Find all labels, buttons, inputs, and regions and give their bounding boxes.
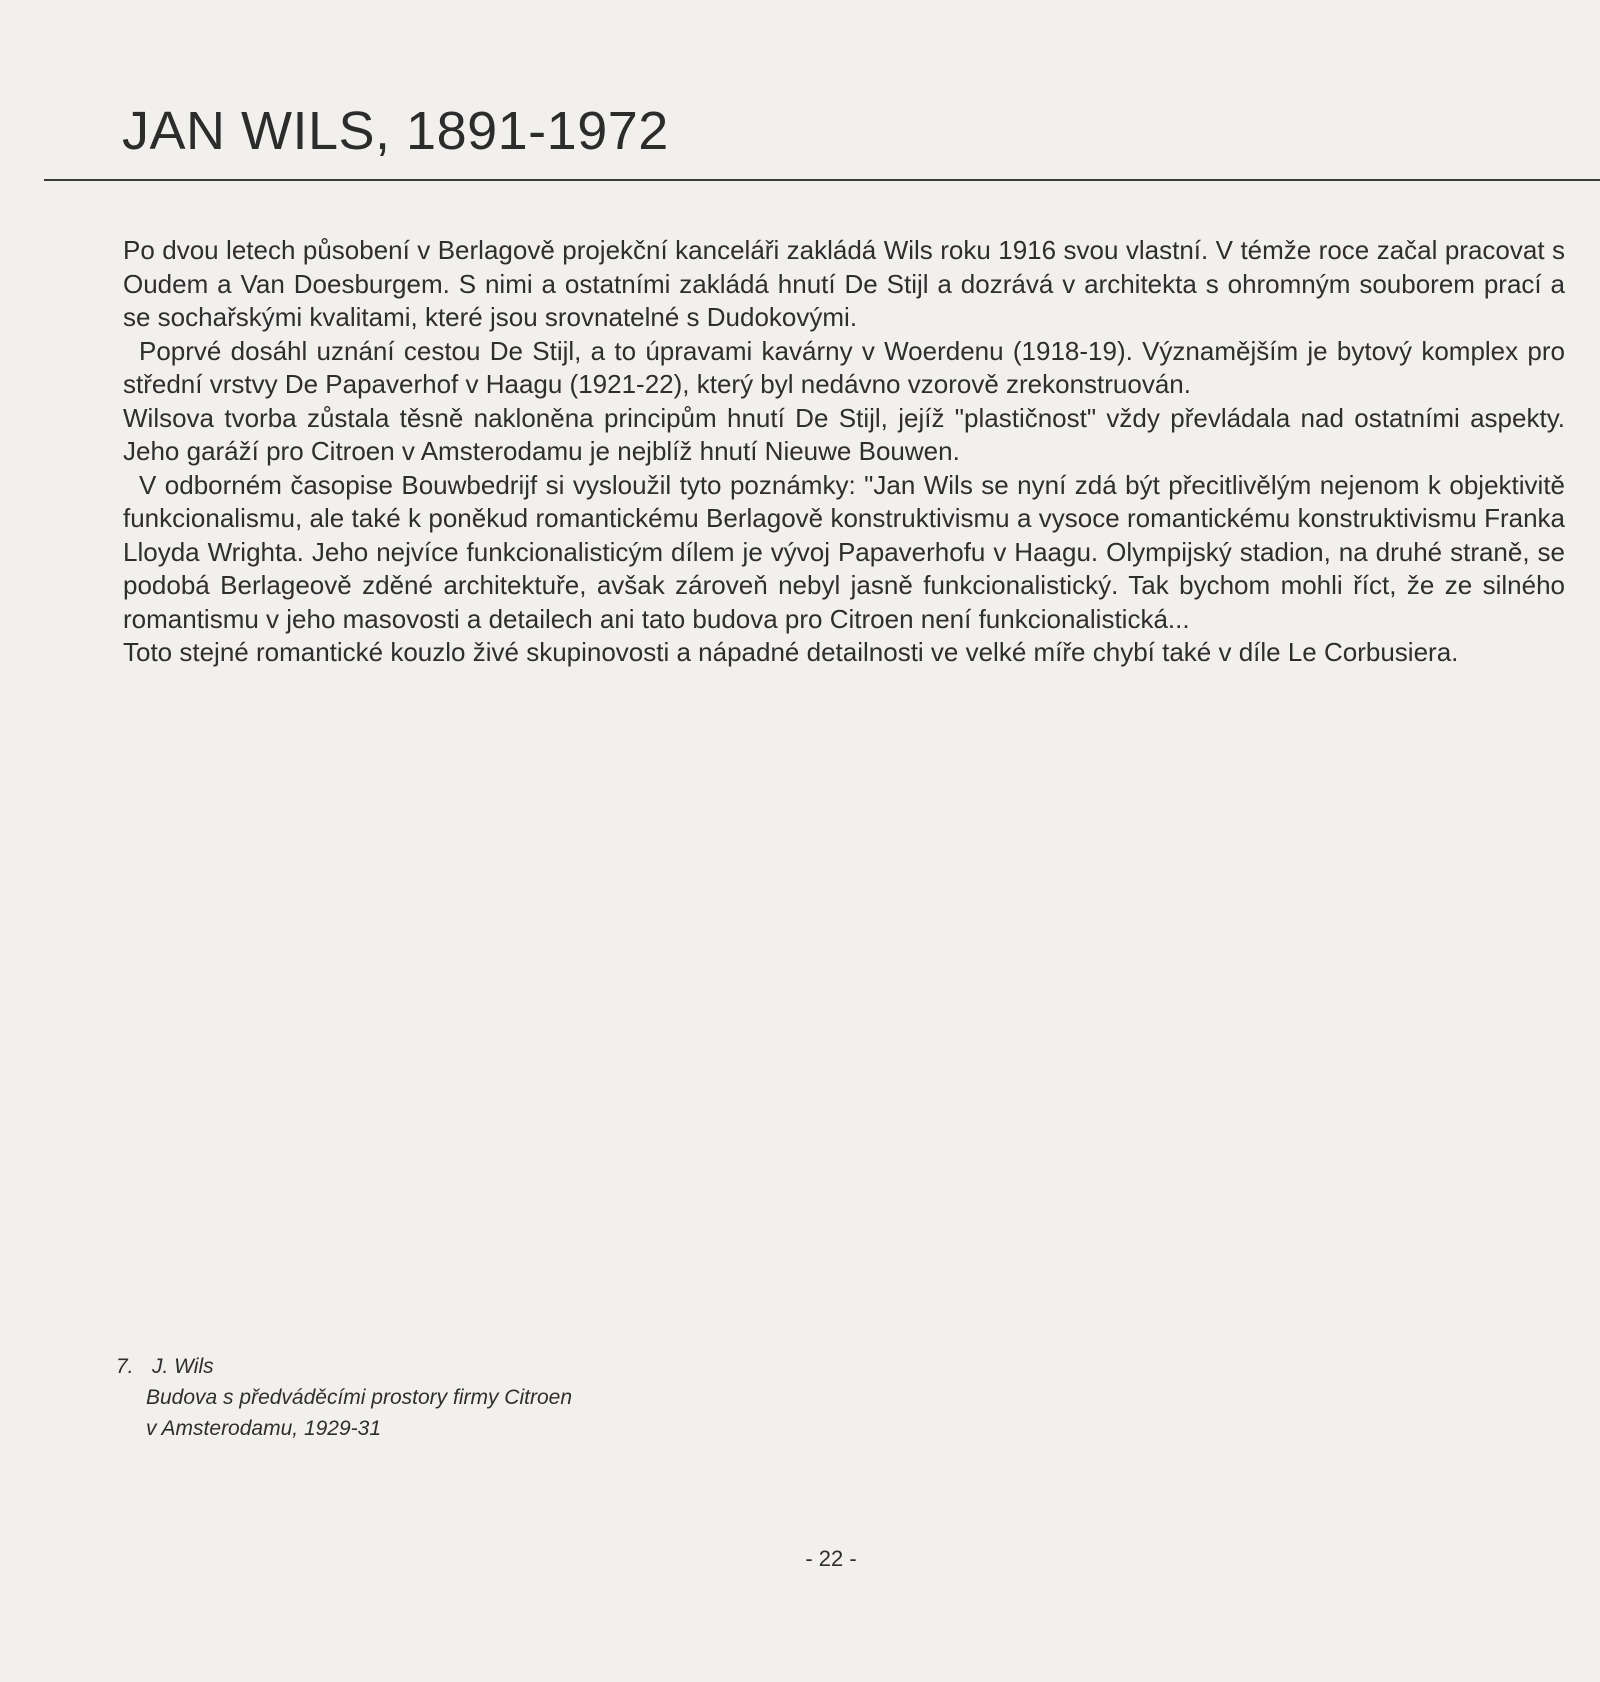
body-text <box>123 234 1565 670</box>
caption-heading <box>116 1351 572 1382</box>
paragraph-4: V odborném časopise Bouwbedrijf si vysloužil tyto poznámky: "Jan Wils se nyní zdá být přecitlivělým nejenom k objektivitě funkcionalismu, ale také k poněkud romantickému Berlagově konstruktivismu a vysoce romantickému konstruktivismu Franka Lloyda Wrighta. Jeho nejvíce funkcionalisticým dílem je vývoj Papaverhofu v Haagu. Olympijský stadion, na druhé straně, se podobá Berlageově zděné architektuře, avšak zároveň nebyl jasně funkcionalistický. Tak bychom mohli říct, že ze silného romantismu v jeho masovosti a detailech ani tato budova pro Citroen není funkcionalistická... <box>123 469 1565 634</box>
caption-number: 7. <box>116 1355 134 1378</box>
caption-line-1: Budova s předváděcími prostory firmy Citroen <box>146 1386 572 1409</box>
paragraph-2: Poprvé dosáhl uznání cestou De Stijl, a to úpravami kavárny v Woerdenu (1918-19). Významějším je bytový komplex pro střední vrstvy De Papaverhof v Haagu (1921-22), který byl nedávno vzorově zrekonstruován. <box>123 335 1565 399</box>
paragraph-3: Wilsova tvorba zůstala těsně nakloněna principům hnutí De Stijl, jejíž "plastičnost" vždy převládala nad ostatními aspekty. Jeho garáží pro Citroen v Amsterodamu je nejblíž hnutí Nieuwe Bouwen. <box>123 402 1565 466</box>
title-divider <box>44 179 1600 181</box>
caption-line-2: v Amsterodamu, 1929-31 <box>146 1417 382 1440</box>
caption-author: J. Wils <box>152 1355 214 1378</box>
paragraph-5: Toto stejné romantické kouzlo živé skupinovosti a nápadné detailnosti ve velké míře chybí také v díle Le Corbusiera. <box>123 637 1459 667</box>
figure-caption <box>116 1351 572 1444</box>
paragraph-1: Po dvou letech působení v Berlagově projekční kanceláři zakládá Wils roku 1916 svou vlastní. V témže roce začal pracovat s Oudem a Van Doesburgem. S nimi a ostatními zakládá hnutí De Stijl a dozrává v architekta s ohromným souborem prací a se sochařskými kvalitami, které jsou srovnatelné s Dudokovými. <box>123 235 1565 332</box>
page-number: - 22 - <box>805 1546 857 1571</box>
page-title: JAN WILS, 1891-1972 <box>122 101 669 161</box>
